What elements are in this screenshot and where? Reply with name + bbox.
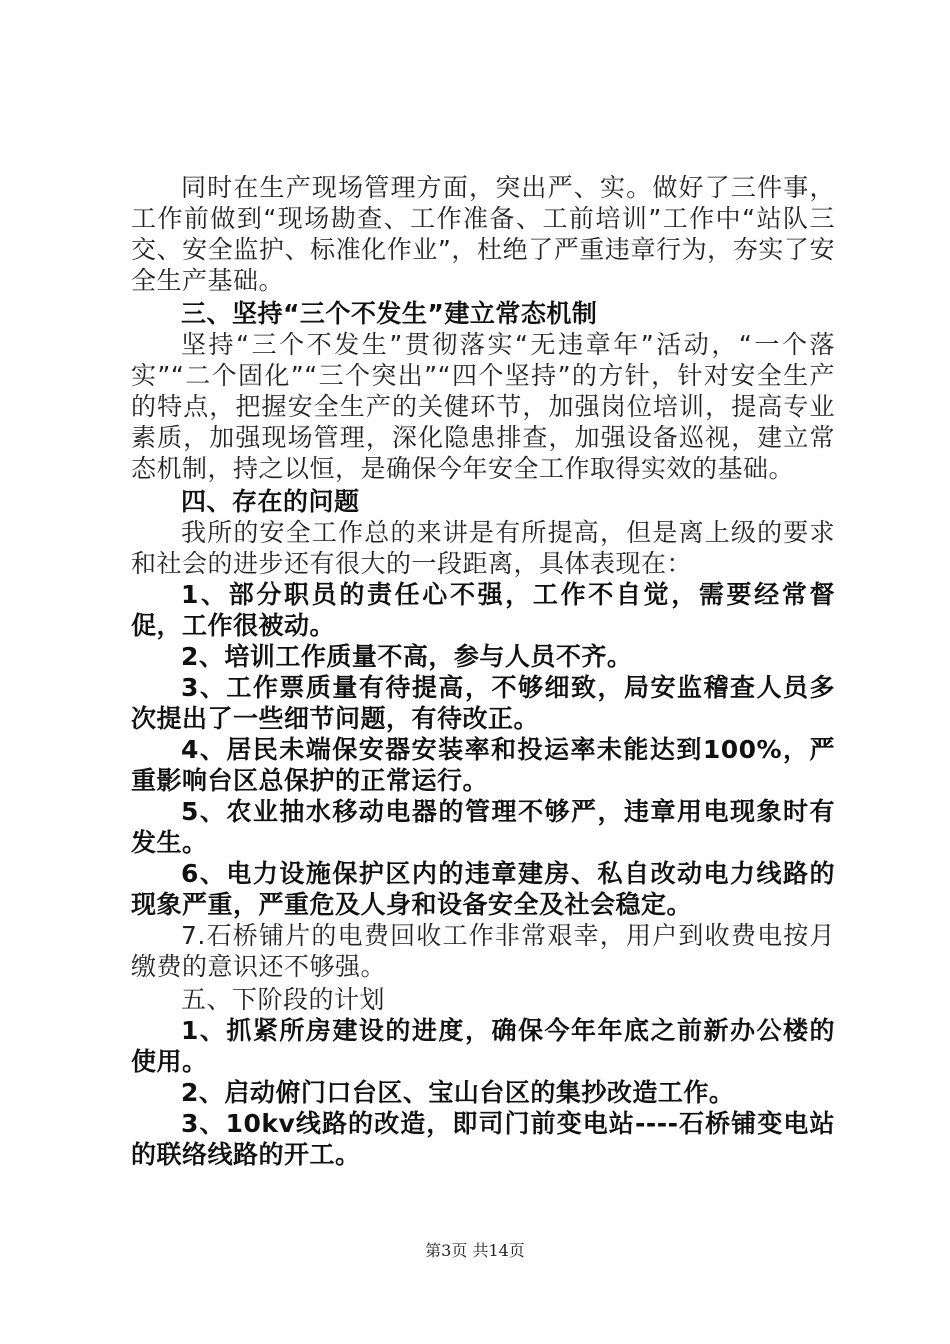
paragraph-site-management: 同时在生产现场管理方面，突出严、实。做好了三件事，工作前做到“现场勘查、工作准备、工前培训”工作中“站队三交、安全监护、标准化作业”，杜绝了严重违章行为，夯实了安全生产基础。 [131,173,835,295]
section-heading-3: 三、坚持“三个不发生”建立常态机制 [181,299,598,328]
document-body [131,172,835,1170]
problem-item-6: 6、电力设施保护区内的违章建房、私自改动电力线路的现象严重，严重危及人身和设备安全及社会稳定。 [131,859,835,919]
problem-item-3: 3、工作票质量有待提高，不够细致，局安监稽查人员多次提出了一些细节问题，有待改正。 [131,673,835,733]
section-heading-5: 五、下阶段的计划 [181,985,386,1014]
page-number-footer: 第3页 共14页 [425,1241,525,1260]
plan-item-3: 3、10kv线路的改造，即司门前变电站----石桥铺变电站的联络线路的开工。 [131,1109,835,1169]
problem-item-5: 5、农业抽水移动电器的管理不够严，违章用电现象时有发生。 [131,797,835,857]
plan-item-2: 2、启动俯门口台区、宝山台区的集抄改造工作。 [181,1078,735,1107]
paragraph-problems-intro: 我所的安全工作总的来讲是有所提高，但是离上级的要求和社会的进步还有很大的一段距离，具体表现在： [131,518,835,578]
paragraph-three-no-occurrences: 坚持“三个不发生”贯彻落实“无违章年”活动，“一个落实”“二个固化”“三个突出”“四个坚持”的方针，针对安全生产的特点，把握安全生产的关健环节，加强岗位培训，提高专业素质，加强现场管理，深化隐患排查，加强设备巡视，建立常态机制，持之以恒，是确保今年安全工作取得实效的基础。 [131,330,835,483]
problem-item-4: 4、居民未端保安器安装率和投运率未能达到100%，严重影响台区总保护的正常运行。 [131,735,835,795]
section-heading-4: 四、存在的问题 [181,487,360,516]
plan-item-1: 1、抓紧所房建设的进度，确保今年年底之前新办公楼的使用。 [131,1016,835,1076]
problem-item-2: 2、培训工作质量不高，参与人员不齐。 [181,642,633,671]
problem-item-7: 7.石桥铺片的电费回收工作非常艰幸，用户到收费电按月缴费的意识还不够强。 [131,921,835,981]
problem-item-1: 1、部分职员的责任心不强，工作不自觉，需要经常督促，工作很被动。 [131,580,835,640]
